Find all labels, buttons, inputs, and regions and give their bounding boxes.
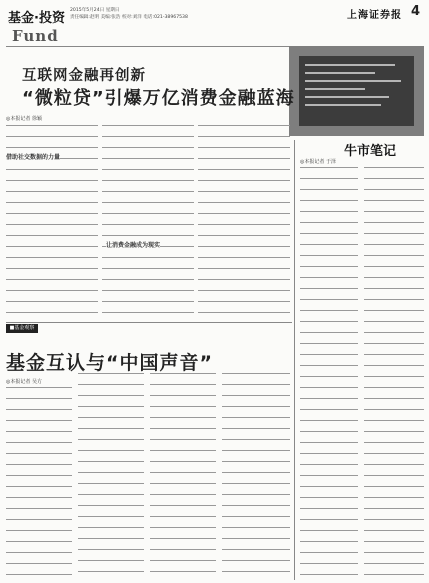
section-tag: ■基金观察: [6, 324, 38, 333]
column-title: 牛市笔记: [344, 144, 397, 159]
article1-col-3: [198, 122, 290, 318]
column-text-1: [300, 164, 358, 580]
photo-screen: [299, 56, 414, 126]
article1-subhead-2: 让消费金融成为现实: [106, 242, 161, 249]
section-name-english: Fund: [12, 27, 59, 45]
article2-headline: 基金互认与“中国声音”: [6, 352, 213, 374]
article1-byline: ◎本报记者 徐颖: [6, 116, 42, 122]
column-text-2: [364, 164, 424, 580]
headline-line-1: 互联网金融再创新: [22, 68, 146, 84]
article-divider: [6, 322, 292, 323]
article-photo: [289, 46, 424, 136]
issue-meta: [70, 7, 188, 21]
article1-subhead-1: 借助社交数据的力量: [6, 154, 61, 161]
newspaper-logo: 上海证券报: [347, 10, 402, 21]
editor-info: 责任编辑:赵明 美编:张浩 校对:刘洋 电话:021-38967538: [70, 15, 188, 20]
page-header: [6, 2, 424, 46]
headline-line-2: “微粒贷”引爆万亿消费金融蓝海: [22, 88, 295, 109]
article2-col-2: [78, 370, 144, 580]
column-byline: ◎本报记者 于泽: [300, 159, 336, 165]
issue-date: 2015年5月24日 星期日: [70, 8, 120, 13]
section-name: 基金·投资: [8, 11, 65, 26]
article1-col-2: [102, 122, 194, 318]
page-number: 4: [410, 4, 420, 19]
article2-col-4: [222, 370, 290, 580]
column-divider: [294, 140, 295, 580]
article2-col-1: [6, 384, 72, 580]
header-divider: [6, 46, 289, 47]
article2-col-3: [150, 370, 216, 580]
article2-byline: ◎本报记者 吴方: [6, 379, 42, 385]
